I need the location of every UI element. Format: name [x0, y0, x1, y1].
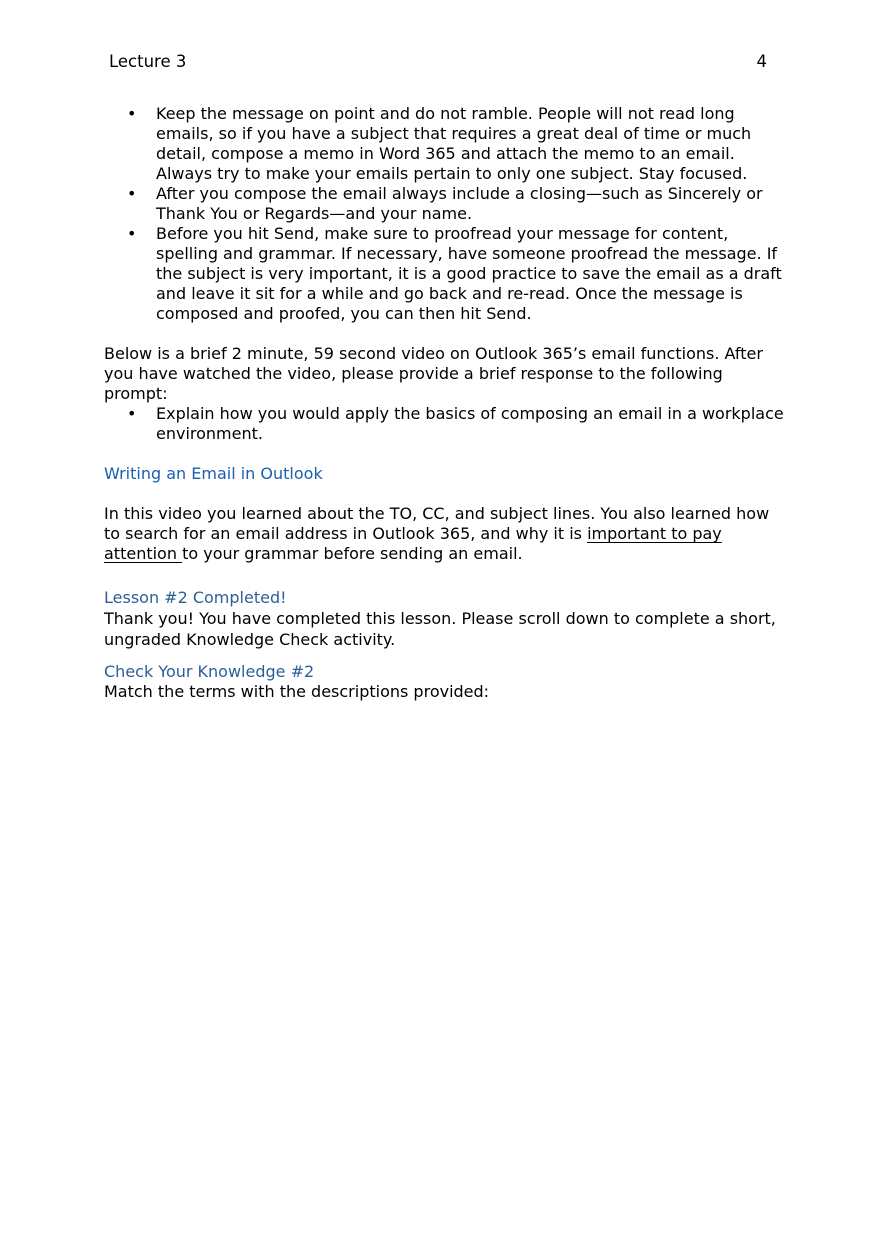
summary-text-end: to your grammar before sending an email.	[182, 544, 523, 563]
knowledge-check-heading: Check Your Knowledge #2	[104, 662, 315, 681]
list-item: • After you compose the email always include a closing—such as Sincerely or Thank You or Regards—and your name.	[104, 184, 784, 224]
prompt-item: • Explain how you would apply the basics of composing an email in a workplace environment.	[104, 404, 784, 444]
lesson-completed-heading: Lesson #2 Completed!	[104, 588, 287, 607]
page-header	[109, 52, 767, 72]
summary-underlined-text: important to pay attention	[104, 524, 722, 563]
list-item: • Before you hit Send, make sure to proofread your message for content, spelling and grammar. If necessary, have someone proofread the message. If the subject is very important, it is a good practice to save the email as a draft and leave it sit for a while and go back and re-read. Once the message is composed and proofed, you can then hit Send.	[104, 224, 784, 324]
document-body	[104, 104, 784, 702]
video-summary-paragraph	[104, 504, 784, 564]
page-number: 4	[756, 52, 767, 71]
video-intro-paragraph: Below is a brief 2 minute, 59 second video on Outlook 365’s email functions. After you have watched the video, please provide a brief response to the following prompt:	[104, 344, 763, 403]
video-link[interactable]: Writing an Email in Outlook	[104, 464, 323, 483]
lecture-title: Lecture 3	[109, 52, 187, 71]
lesson-completed-text: Thank you! You have completed this lesson. Please scroll down to complete a short, ungraded Knowledge Check activity.	[104, 609, 776, 649]
knowledge-check-instruction: Match the terms with the descriptions provided:	[104, 682, 490, 701]
email-tips-list	[104, 104, 784, 324]
prompt-list	[104, 404, 784, 444]
list-item: • Keep the message on point and do not ramble. People will not read long emails, so if you have a subject that requires a great deal of time or much detail, compose a memo in Word 365 and attach the memo to an email. Always try to make your emails pertain to only one subject. Stay focused.	[104, 104, 784, 184]
summary-text: In this video you learned about the TO, CC, and subject lines. You also learned how to search for an email address in Outlook 365, and why it is	[104, 504, 770, 543]
